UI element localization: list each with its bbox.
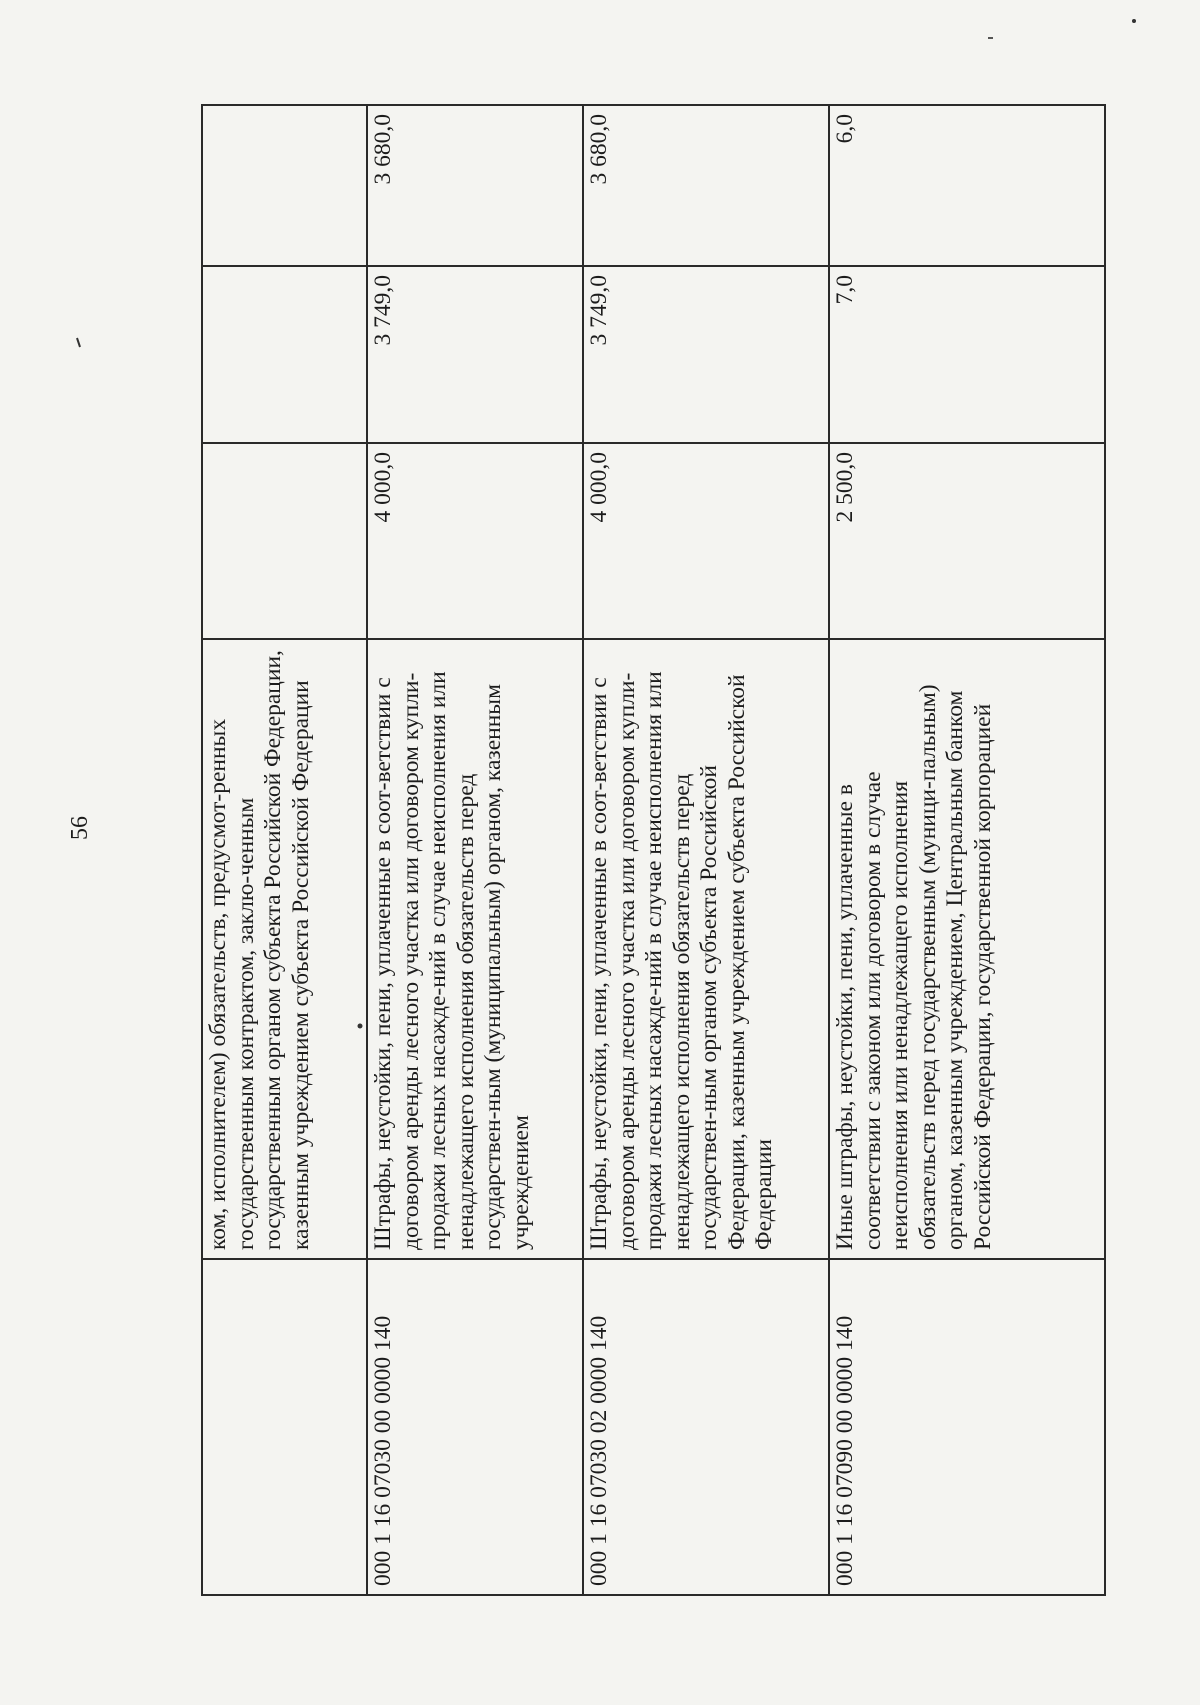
value-1-cell: 2 500,0 xyxy=(829,443,1105,639)
budget-code-cell xyxy=(202,1259,367,1595)
description-cell: ком, исполнителем) обязательств, предусмот-ренных государственным контрактом, заклю-ченным государственным органом субъекта Российской Федерации, казенным учреждением субъекта Российской Федерации xyxy=(202,639,367,1259)
value-2-cell xyxy=(202,266,367,443)
budget-code-cell: 000 1 16 07030 02 0000 140 xyxy=(583,1259,829,1595)
table-row xyxy=(583,105,829,1595)
value-3-cell: 3 680,0 xyxy=(367,105,583,266)
budget-code-cell: 000 1 16 07090 00 0000 140 xyxy=(829,1259,1105,1595)
value-3-cell xyxy=(202,105,367,266)
table-row xyxy=(367,105,583,1595)
description-cell: Штрафы, неустойки, пени, уплаченные в соот-ветствии с договором аренды лесного участка или договором купли-продажи лесных насажде-ний в случае неисполнения или ненадлежащего исполнения обязательств перед государствен-ным (муниципальным) органом, казенным учреждением xyxy=(367,639,583,1259)
rotated-table-wrapper xyxy=(201,106,1104,1596)
value-1-cell: 4 000,0 xyxy=(367,443,583,639)
description-cell: Иные штрафы, неустойки, пени, уплаченные в соответствии с законом или договором в случае неисполнения или ненадлежащего исполнения обязательств перед государственным (муници-пальным) органом, казенным учреждением, Центральным банком Российской Федерации, государственной корпорацией xyxy=(829,639,1105,1259)
value-2-cell: 3 749,0 xyxy=(367,266,583,443)
scan-mark xyxy=(77,338,80,347)
table-row xyxy=(829,105,1105,1595)
value-3-cell: 3 680,0 xyxy=(583,105,829,266)
value-1-cell xyxy=(202,443,367,639)
table-row xyxy=(202,105,367,1595)
value-2-cell: 3 749,0 xyxy=(583,266,829,443)
revenue-table xyxy=(201,104,1106,1596)
scan-dot xyxy=(1132,19,1136,23)
description-cell: Штрафы, неустойки, пени, уплаченные в соот-ветствии с договором аренды лесного участка или договором купли-продажи лесных насажде-ний в случае неисполнения или ненадлежащего исполнения обязательств перед государствен-ным органом субъекта Российской Федерации, казенным учреждением субъекта Российской Федерации xyxy=(583,639,829,1259)
value-2-cell: 7,0 xyxy=(829,266,1105,443)
budget-code-cell: 000 1 16 07030 00 0000 140 xyxy=(367,1259,583,1595)
value-1-cell: 4 000,0 xyxy=(583,443,829,639)
value-3-cell: 6,0 xyxy=(829,105,1105,266)
scan-dash xyxy=(988,37,993,39)
page-number: 56 xyxy=(67,816,93,840)
